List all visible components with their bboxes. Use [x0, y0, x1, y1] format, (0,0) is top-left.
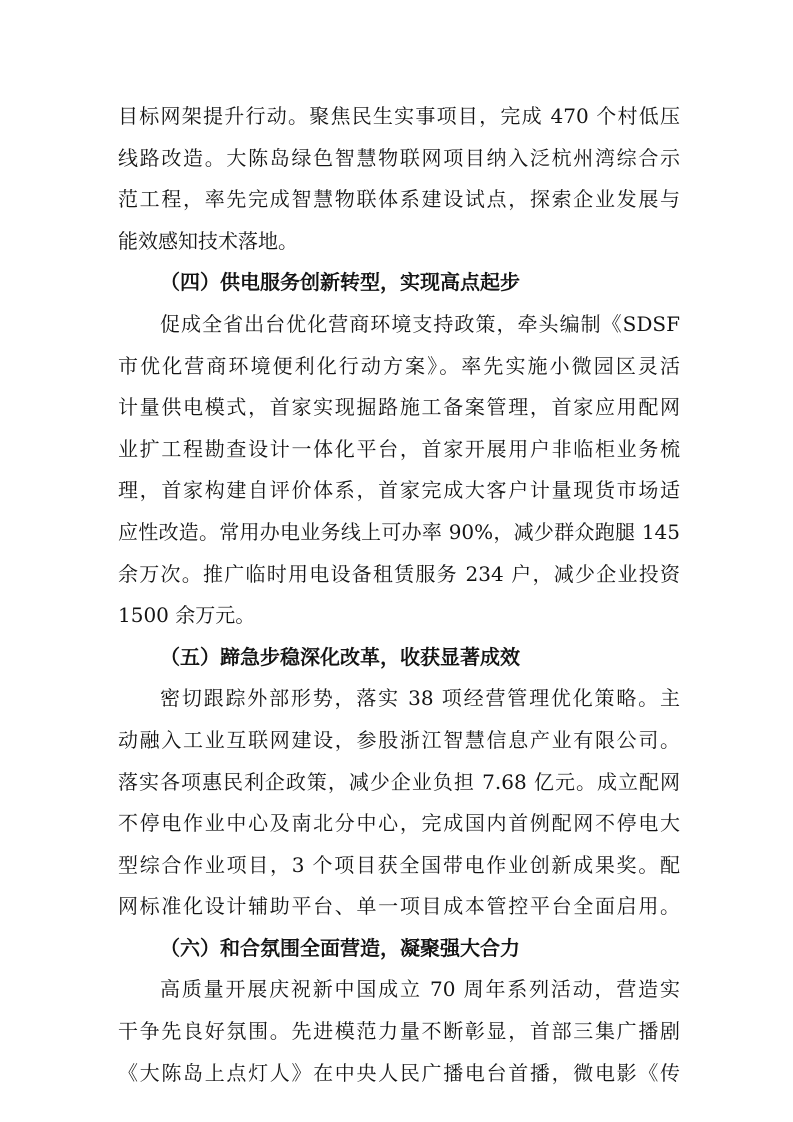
body-text-line: 线路改造。大陈岛绿色智慧物联网项目纳入泛杭州湾综合示	[118, 145, 680, 170]
body-text-line: 应性改造。常用办电业务线上可办率 90%，减少群众跑腿 145	[118, 519, 680, 544]
body-text-line: 网标准化设计辅助平台、单一项目成本管控平台全面启用。	[118, 894, 680, 919]
paragraph-first-line: 高质量开展庆祝新中国成立 70 周年系列活动，营造实	[160, 977, 680, 1002]
body-text-line: 干争先良好氛围。先进模范力量不断彰显，首部三集广播剧	[118, 1019, 680, 1044]
body-text-line: 目标网架提升行动。聚焦民生实事项目，完成 470 个村低压	[118, 104, 680, 128]
document-body	[118, 96, 680, 1094]
body-text-line: 能效感知技术落地。	[118, 228, 298, 253]
section-heading: （五）蹄急步稳深化改革，收获显著成效	[160, 644, 520, 669]
body-text-line: 落实各项惠民利企政策，减少企业负担 7.68 亿元。成立配网	[118, 769, 680, 794]
body-text-line: 1500 余万元。	[118, 603, 256, 628]
paragraph-first-line: 促成全省出台优化营商环境支持政策，牵头编制《SDSF	[160, 311, 680, 336]
body-text-line: 业扩工程勘查设计一体化平台，首家开展用户非临柜业务梳	[118, 436, 680, 461]
section-heading: （六）和合氛围全面营造，凝聚强大合力	[160, 935, 520, 960]
body-text-line: 不停电作业中心及南北分中心，完成国内首例配网不停电大	[118, 811, 680, 836]
body-text-line: 余万次。推广临时用电设备租赁服务 234 户，减少企业投资	[118, 561, 680, 586]
body-text-line: 范工程，率先完成智慧物联体系建设试点，探索企业发展与	[118, 187, 680, 212]
body-text-line: 计量供电模式，首家实现掘路施工备案管理，首家应用配网	[118, 395, 680, 420]
body-text-line: 《大陈岛上点灯人》在中央人民广播电台首播，微电影《传	[118, 1060, 680, 1085]
body-text-line: 型综合作业项目，3 个项目获全国带电作业创新成果奖。配	[118, 852, 680, 877]
body-text-line: 动融入工业互联网建设，参股浙江智慧信息产业有限公司。	[118, 727, 680, 752]
body-text-line: 市优化营商环境便利化行动方案》。率先实施小微园区灵活	[118, 353, 680, 378]
paragraph-first-line: 密切跟踪外部形势，落实 38 项经营管理优化策略。主	[160, 686, 680, 711]
section-heading: （四）供电服务创新转型，实现高点起步	[160, 270, 520, 295]
body-text-line: 理，首家构建自评价体系，首家完成大客户计量现货市场适	[118, 478, 680, 503]
